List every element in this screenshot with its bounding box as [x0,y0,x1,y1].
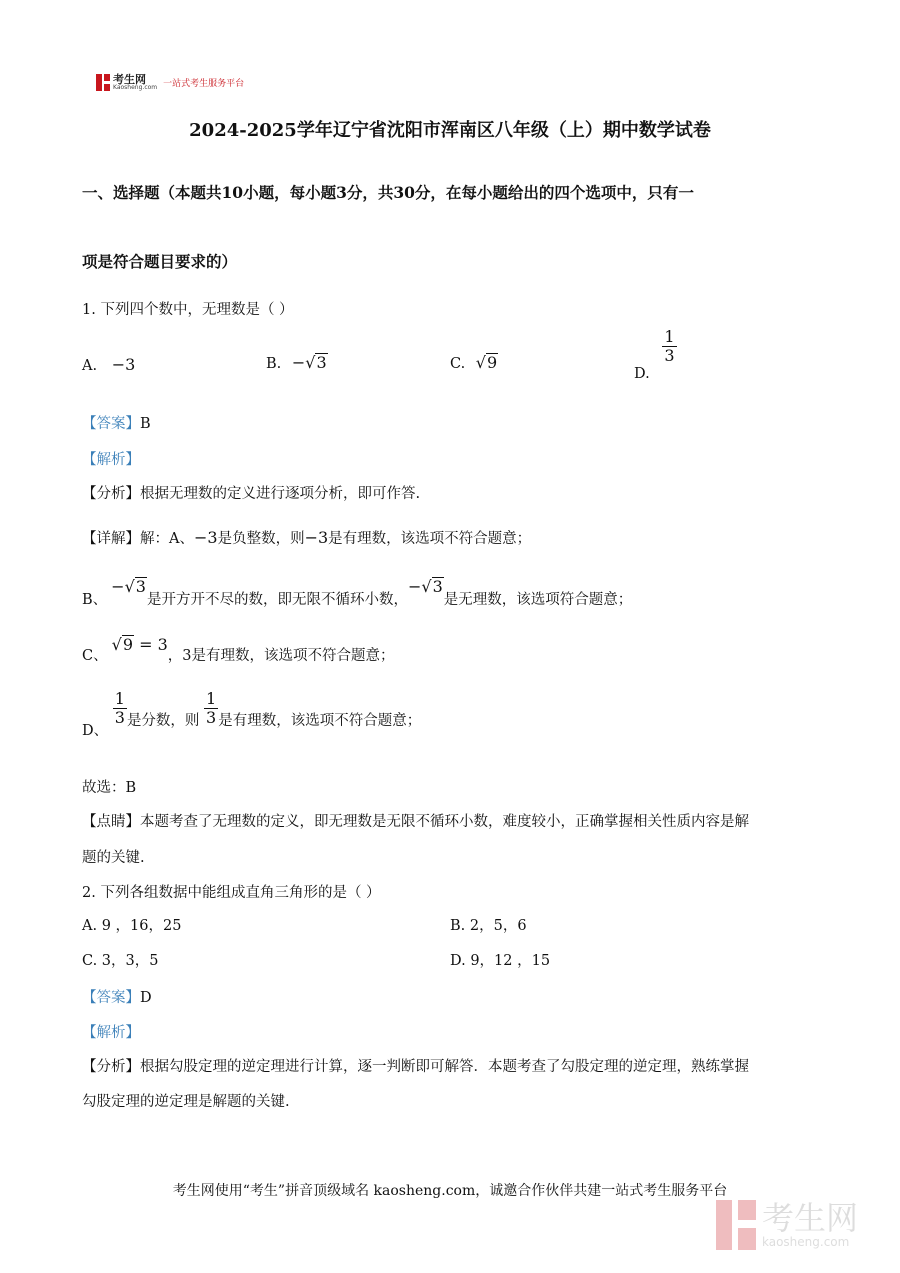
q1-detail-d [82,689,422,739]
q2-fenxi-line1: 【分析】根据勾股定理的逆定理进行计算，逐一判断即可解答．本题考查了勾股定理的逆定理，熟练掌握 [82,1059,749,1075]
q1-detail-a-val1: −3 [193,528,218,547]
q1-detail-d-den1: 3 [114,708,125,728]
header-logo [96,72,244,92]
watermark-mark-icon [716,1200,756,1250]
q2-analysis-tag: 【解析】 [82,1025,140,1041]
q1-option-b-radicand: 3 [316,353,327,372]
q1-detail-a-end: 是有理数，该选项不符合题意； [328,531,532,547]
q1-detail-d-frac2 [204,690,218,728]
logo-text [113,74,157,91]
page-title: 2024-2025学年辽宁省沈阳市浑南区八年级（上）期中数学试卷 [189,120,711,141]
q1-dianjing-line1: 【点睛】本题考查了无理数的定义，即无理数是无限不循环小数，难度较小，正确掌握相关性质内容是解 [82,814,749,830]
q1-detail-d-num1: 1 [114,689,125,708]
q1-detail-b-radicand: 3 [135,577,146,596]
q1-detail-d-den2: 3 [206,708,217,728]
q2-option-c: C. 3，3，5 [82,953,159,969]
page-footer: 考生网使用“考生”拼音顶级域名 kaosheng.com，诚邀合作伙伴共建一站式考生服务平台 [172,1183,728,1199]
q2-answer-tag: 【答案】 [82,990,140,1006]
q1-answer-value: B [140,416,151,432]
q2-option-d: D. 9，12 ，15 [450,953,551,969]
q1-detail-a-prefix: 【详解】解：A、 [82,531,194,547]
q1-detail-c-eq: = 3 [134,635,168,654]
q1-answer-tag: 【答案】 [82,416,140,432]
watermark-cn: 考生网 [762,1199,859,1237]
q1-detail-c-end: ，3是有理数，该选项不符合题意； [167,648,395,664]
q1-conclusion: 故选：B [82,780,137,796]
q1-detail-d-mid: 是分数，则 [126,712,200,729]
q1-detail-b: B、−√3是开方开不尽的数，即无限不循环小数，−√3是无理数，该选项符合题意； [82,577,633,608]
q1-detail-b-neg2: − [407,577,422,596]
q1-detail-b-radicand2: 3 [432,577,443,596]
q1-fenxi: 【分析】根据无理数的定义进行逐项分析，即可作答. [82,486,421,502]
q2-stem: 2. 下列各组数据中能组成直角三角形的是（ ） [82,885,381,901]
q1-option-a-value: −3 [111,355,136,374]
q1-detail-a-val2: −3 [304,528,329,547]
section-heading-line2: 项是符合题目要求的） [82,252,238,271]
q2-fenxi-line2: 勾股定理的逆定理是解题的关键. [82,1094,290,1110]
q1-option-d-fraction [662,328,676,366]
q1-detail-d-num2: 1 [206,689,217,708]
watermark-en: kaosheng.com [762,1235,850,1249]
q1-detail-d-prefix: D、 [82,722,109,739]
q1-option-c: C. √9 [450,353,498,372]
q1-detail-a [82,527,531,548]
q1-stem: 1. 下列四个数中，无理数是（ ） [82,302,294,318]
q1-detail-b-end: 是无理数，该选项符合题意； [443,592,633,608]
watermark-logo [716,1200,858,1250]
q1-option-b-neg: − [291,353,306,372]
q1-answer [82,412,151,433]
q2-answer [82,986,152,1007]
q1-detail-d-end: 是有理数，该选项不符合题意； [218,712,422,729]
q1-option-d-denominator: 3 [664,346,675,366]
q1-option-c-radicand: 9 [487,353,498,372]
q1-option-d-label: D. [634,365,650,382]
q1-detail-c-radicand: 9 [122,635,133,654]
q1-detail-b-mid: 是开方开不尽的数，即无限不循环小数， [146,592,408,608]
q1-option-d [634,327,677,382]
q1-option-a [82,355,135,374]
q1-option-a-label: A. [82,358,98,374]
q1-option-d-numerator: 1 [664,327,675,346]
q1-option-b-label: B. [266,356,282,372]
q1-detail-b-prefix: B、 [82,592,108,608]
q1-detail-a-mid: 是负整数，则 [217,531,305,547]
logo-en: Kaosheng.com [113,83,158,91]
section-heading-line1: 一、选择题（本题共10小题，每小题3分，共30分，在每小题给出的四个选项中，只有一 [82,183,694,202]
q1-option-c-label: C. [450,356,466,372]
logo-slogan: 一站式考生服务平台 [163,78,245,89]
q2-option-b: B. 2，5，6 [450,918,527,934]
q2-option-a: A. 9 ，16，25 [82,918,182,934]
q1-detail-d-frac1 [113,690,127,728]
logo-mark-icon [96,74,110,91]
q1-analysis-tag: 【解析】 [82,452,140,468]
q1-option-b: B. −√3 [266,353,327,372]
q2-answer-value: D [140,990,152,1006]
q1-detail-c: C、√9 = 3，3是有理数，该选项不符合题意； [82,635,395,664]
q1-detail-c-prefix: C、 [82,648,108,664]
logo-cn: 考生网 [113,72,146,86]
q1-dianjing-line2: 题的关键. [82,850,145,866]
q1-detail-b-neg: − [111,577,125,596]
